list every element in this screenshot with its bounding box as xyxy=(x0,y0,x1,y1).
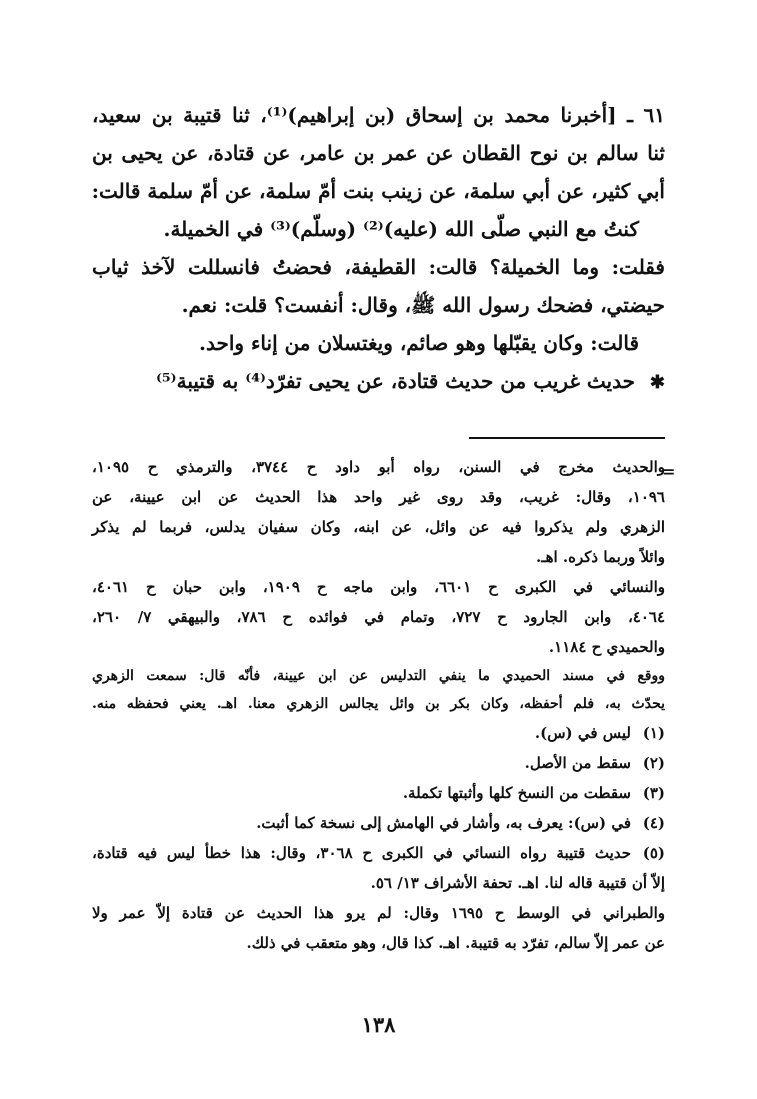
main-text xyxy=(92,96,665,402)
footnote-item xyxy=(92,808,665,838)
continuation-mark: = xyxy=(662,462,676,481)
main-line: قالت: وكان يقبّلها وهو صائم، ويغتسلان من إناء واحد. xyxy=(199,331,639,355)
footnote-number: (٥) xyxy=(642,844,665,862)
footnote-line: الزهري ولم يذكروا فيه عن وائل، عن ابنه، وكان سفيان يدلس، فربما لم يذكر xyxy=(92,518,665,536)
footnote-item xyxy=(92,778,665,808)
main-line: فقلت: وما الخميلة؟ قالت: القطيفة، فحضتُ فانسللت لآخذ ثياب xyxy=(92,255,665,279)
footnote-line: عن عمر إلاّ سالم، تفرّد به قتيبة. اهـ. كذا قال، وهو متعقب في ذلك. xyxy=(246,934,665,952)
footnote-divider xyxy=(469,437,665,439)
footnote-line: إلاّ أن قتيبة قاله لنا. اهـ. تحفة الأشراف ١٣/ ٥٦. xyxy=(370,874,665,892)
footnote-text: سقطت من النسخ كلها وأثبتها تكملة. xyxy=(402,784,631,802)
footnote-line: ١٠٩٦، وقال: غريب، وقد روى غير واحد هذا الحديث عن ابن عيينة، عن xyxy=(92,488,665,506)
footnote-line: والحميدي ح ١١٨٤. xyxy=(548,638,665,656)
asterisk-icon: ✱ xyxy=(649,372,665,393)
footnote-line: والحديث مخرج في السنن، رواه أبو داود ح ٣٧٤٤، والترمذي ح ١٠٩٥، xyxy=(92,458,665,476)
footnote-line: وائلاً وربما ذكره. اهـ. xyxy=(536,548,665,566)
main-line: كنتُ مع النبي صلّى الله (عليه)⁽²⁾ (وسلّم)⁽³⁾ في الخميلة. xyxy=(163,217,639,241)
footnote-line: والنسائي في الكبرى ح ٦٦٠١، وابن ماجه ح ١٩٠٩، وابن حبان ح ٤٠٦١، xyxy=(92,578,665,596)
footnote-line: ووقع في مسند الحميدي ما ينفي التدليس عن ابن عيينة، فأنّه قال: سمعت الزهري xyxy=(92,668,665,684)
footnote-line: والطبراني في الوسط ح ١٦٩٥ وقال: لم يرو هذا الحديث عن قتادة إلاّ عمر ولا xyxy=(92,904,665,922)
footnotes xyxy=(92,452,665,958)
main-line: ٦١ ـ [أخبرنا محمد بن إسحاق (بن إبراهيم)⁽¹⁾، ثنا قتيبة بن سعيد، xyxy=(92,103,665,127)
closing-text: حديث غريب من حديث قتادة، عن يحيى تفرّد⁽⁴⁾ به قتيبة⁽⁵⁾ xyxy=(155,369,635,393)
footnote-line: ٤٠٦٤، وابن الجارود ح ٧٢٧، وتمام في فوائده ح ٧٨٦، والبيهقي ٧/ ٢٦٠، xyxy=(92,608,666,626)
footnote-item xyxy=(92,748,665,778)
footnote-text: سقط من الأصل. xyxy=(524,754,631,772)
footnote-number: (١) xyxy=(642,724,665,742)
footnote-text: حديث قتيبة رواه النسائي في الكبرى ح ٣٠٦٨، وقال: هذا خطأ ليس فيه قتادة، xyxy=(92,844,631,862)
main-line: ثنا سالم بن نوح القطان عن عمر بن عامر، عن قتادة، عن يحيى بن xyxy=(92,141,665,165)
footnote-number: (٣) xyxy=(642,784,665,802)
footnote-number: (٢) xyxy=(642,754,665,772)
page-number: ١٣٨ xyxy=(361,1012,396,1037)
footnote-line: يحدّث به، فلم أحفظه، وكان بكر بن وائل يجالس الزهري معنا. اهـ. يعني فحفظه منه. xyxy=(92,696,665,712)
footnote-text: ليس في (س). xyxy=(534,724,631,742)
main-line: أبي كثير، عن أبي سلمة، عن زينب بنت أمّ سلمة، عن أمّ سلمة قالت: xyxy=(91,179,665,203)
footnote-number: (٤) xyxy=(642,814,665,832)
main-line: حيضتي، فضحك رسول الله ﷺ، وقال: أنفست؟ قلت: نعم. xyxy=(181,293,665,317)
closing-line xyxy=(92,362,665,402)
footnote-item xyxy=(92,838,665,868)
footnote-item xyxy=(92,718,665,748)
footnote-text: في (س): يعرف به، وأشار في الهامش إلى نسخة كما أثبت. xyxy=(256,814,631,832)
